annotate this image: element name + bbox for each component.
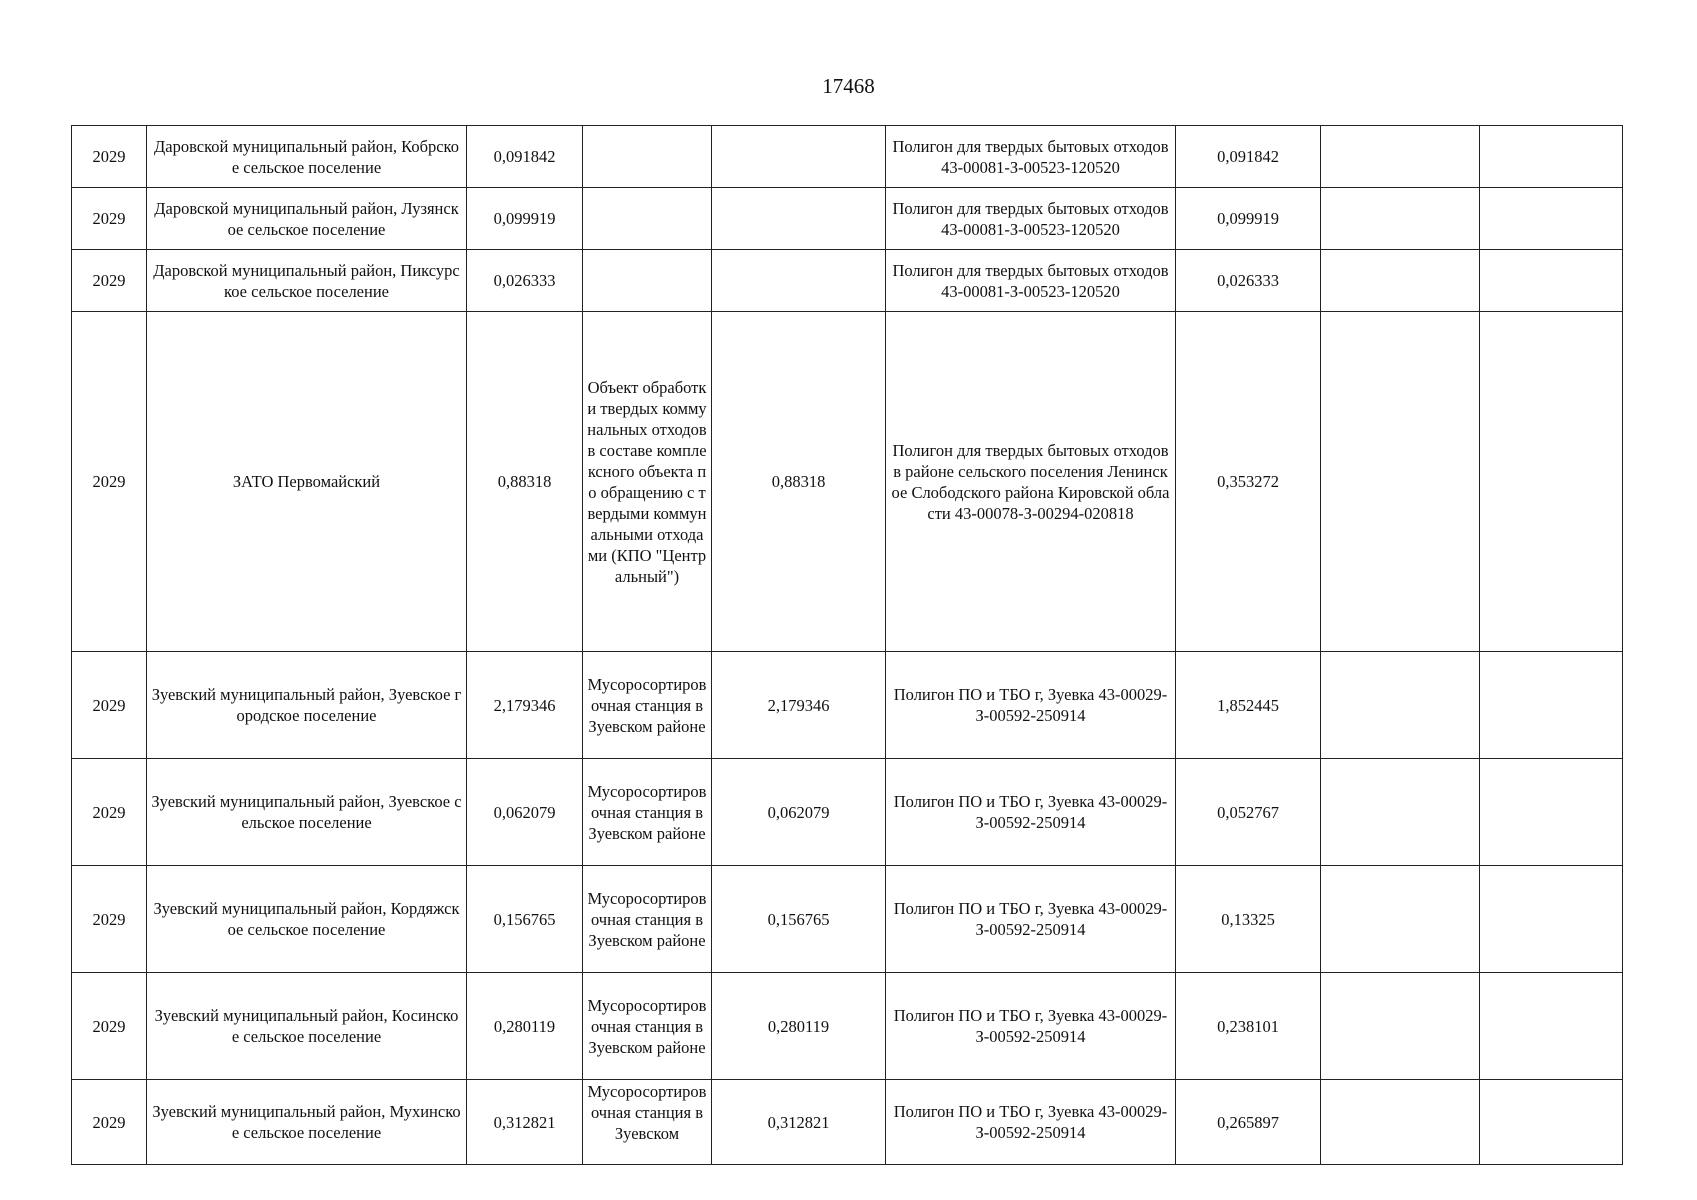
table-row <box>72 759 1623 866</box>
table-row <box>72 652 1623 759</box>
empty-cell <box>1321 312 1480 652</box>
processing-mass-cell <box>712 250 886 312</box>
disposal-object-cell: Полигон ПО и ТБО г, Зуевка 43-00029-З-00592-250914 <box>886 652 1176 759</box>
year-cell: 2029 <box>72 652 147 759</box>
mass-cell: 0,88318 <box>467 312 583 652</box>
municipality-cell: Зуевский муниципальный район, Кордяжское сельское поселение <box>147 866 467 973</box>
disposal-object-cell: Полигон для твердых бытовых отходов 43-00081-З-00523-120520 <box>886 250 1176 312</box>
table-row <box>72 188 1623 250</box>
mass-cell: 0,312821 <box>467 1080 583 1165</box>
empty-cell <box>1321 188 1480 250</box>
disposal-mass-cell: 0,052767 <box>1176 759 1321 866</box>
processing-object-cell: Объект обработки твердых коммунальных отходов в составе комплексного объекта по обращению с твердыми коммунальными отходами (КПО "Центральный") <box>583 312 712 652</box>
year-cell: 2029 <box>72 1080 147 1165</box>
table-row <box>72 312 1623 652</box>
municipality-cell: Даровской муниципальный район, Лузянское сельское поселение <box>147 188 467 250</box>
table-row <box>72 973 1623 1080</box>
disposal-object-cell: Полигон для твердых бытовых отходов в районе сельского поселения Ленинское Слободского района Кировской области 43-00078-З-00294-020818 <box>886 312 1176 652</box>
mass-cell: 0,099919 <box>467 188 583 250</box>
mass-cell: 0,062079 <box>467 759 583 866</box>
disposal-object-cell: Полигон ПО и ТБО г, Зуевка 43-00029-З-00592-250914 <box>886 973 1176 1080</box>
disposal-mass-cell: 0,265897 <box>1176 1080 1321 1165</box>
municipality-cell: Зуевский муниципальный район, Зуевское городское поселение <box>147 652 467 759</box>
year-cell: 2029 <box>72 973 147 1080</box>
municipality-cell: ЗАТО Первомайский <box>147 312 467 652</box>
empty-cell <box>1480 1080 1623 1165</box>
empty-cell <box>1321 126 1480 188</box>
empty-cell <box>1480 973 1623 1080</box>
processing-mass-cell: 0,312821 <box>712 1080 886 1165</box>
processing-object-cell: Мусоросортировочная станция в Зуевском районе <box>583 652 712 759</box>
disposal-mass-cell: 0,091842 <box>1176 126 1321 188</box>
disposal-object-cell: Полигон ПО и ТБО г, Зуевка 43-00029-З-00592-250914 <box>886 866 1176 973</box>
year-cell: 2029 <box>72 759 147 866</box>
disposal-mass-cell: 0,353272 <box>1176 312 1321 652</box>
processing-object-text: Мусоросортировочная станция в Зуевском <box>587 1082 707 1143</box>
table-row <box>72 126 1623 188</box>
processing-mass-cell <box>712 126 886 188</box>
empty-cell <box>1480 250 1623 312</box>
municipality-cell: Зуевский муниципальный район, Мухинское сельское поселение <box>147 1080 467 1165</box>
processing-object-cell <box>583 250 712 312</box>
empty-cell <box>1321 652 1480 759</box>
empty-cell <box>1321 250 1480 312</box>
year-cell: 2029 <box>72 188 147 250</box>
disposal-mass-cell: 0,13325 <box>1176 866 1321 973</box>
processing-object-cell <box>583 188 712 250</box>
processing-mass-cell: 0,280119 <box>712 973 886 1080</box>
processing-mass-cell: 2,179346 <box>712 652 886 759</box>
disposal-object-cell: Полигон ПО и ТБО г, Зуевка 43-00029-З-00592-250914 <box>886 1080 1176 1165</box>
empty-cell <box>1480 759 1623 866</box>
processing-mass-cell <box>712 188 886 250</box>
table-row <box>72 866 1623 973</box>
mass-cell: 2,179346 <box>467 652 583 759</box>
disposal-object-cell: Полигон для твердых бытовых отходов 43-00081-З-00523-120520 <box>886 188 1176 250</box>
processing-object-cell: Мусоросортировочная станция в Зуевском районе <box>583 973 712 1080</box>
empty-cell <box>1480 188 1623 250</box>
processing-object-cell <box>583 1080 712 1165</box>
empty-cell <box>1321 973 1480 1080</box>
empty-cell <box>1480 652 1623 759</box>
disposal-mass-cell: 0,026333 <box>1176 250 1321 312</box>
municipality-cell: Даровской муниципальный район, Кобрское сельское поселение <box>147 126 467 188</box>
mass-cell: 0,026333 <box>467 250 583 312</box>
page-number: 17468 <box>822 74 875 98</box>
disposal-mass-cell: 0,099919 <box>1176 188 1321 250</box>
processing-object-cell: Мусоросортировочная станция в Зуевском районе <box>583 866 712 973</box>
disposal-object-cell: Полигон ПО и ТБО г, Зуевка 43-00029-З-00592-250914 <box>886 759 1176 866</box>
empty-cell <box>1480 312 1623 652</box>
disposal-object-cell: Полигон для твердых бытовых отходов 43-00081-З-00523-120520 <box>886 126 1176 188</box>
processing-object-cell: Мусоросортировочная станция в Зуевском районе <box>583 759 712 866</box>
empty-cell <box>1321 1080 1480 1165</box>
empty-cell <box>1480 866 1623 973</box>
municipality-cell: Зуевский муниципальный район, Косинское сельское поселение <box>147 973 467 1080</box>
processing-object-cell <box>583 126 712 188</box>
municipality-cell: Зуевский муниципальный район, Зуевское сельское поселение <box>147 759 467 866</box>
empty-cell <box>1480 126 1623 188</box>
mass-cell: 0,280119 <box>467 973 583 1080</box>
mass-cell: 0,091842 <box>467 126 583 188</box>
table-row <box>72 1080 1623 1165</box>
year-cell: 2029 <box>72 250 147 312</box>
table-row <box>72 250 1623 312</box>
disposal-mass-cell: 0,238101 <box>1176 973 1321 1080</box>
year-cell: 2029 <box>72 866 147 973</box>
empty-cell <box>1321 866 1480 973</box>
municipality-cell: Даровской муниципальный район, Пиксурское сельское поселение <box>147 250 467 312</box>
mass-cell: 0,156765 <box>467 866 583 973</box>
disposal-mass-cell: 1,852445 <box>1176 652 1321 759</box>
year-cell: 2029 <box>72 312 147 652</box>
processing-mass-cell: 0,88318 <box>712 312 886 652</box>
processing-mass-cell: 0,156765 <box>712 866 886 973</box>
year-cell: 2029 <box>72 126 147 188</box>
processing-mass-cell: 0,062079 <box>712 759 886 866</box>
empty-cell <box>1321 759 1480 866</box>
waste-flow-table <box>71 125 1623 1165</box>
